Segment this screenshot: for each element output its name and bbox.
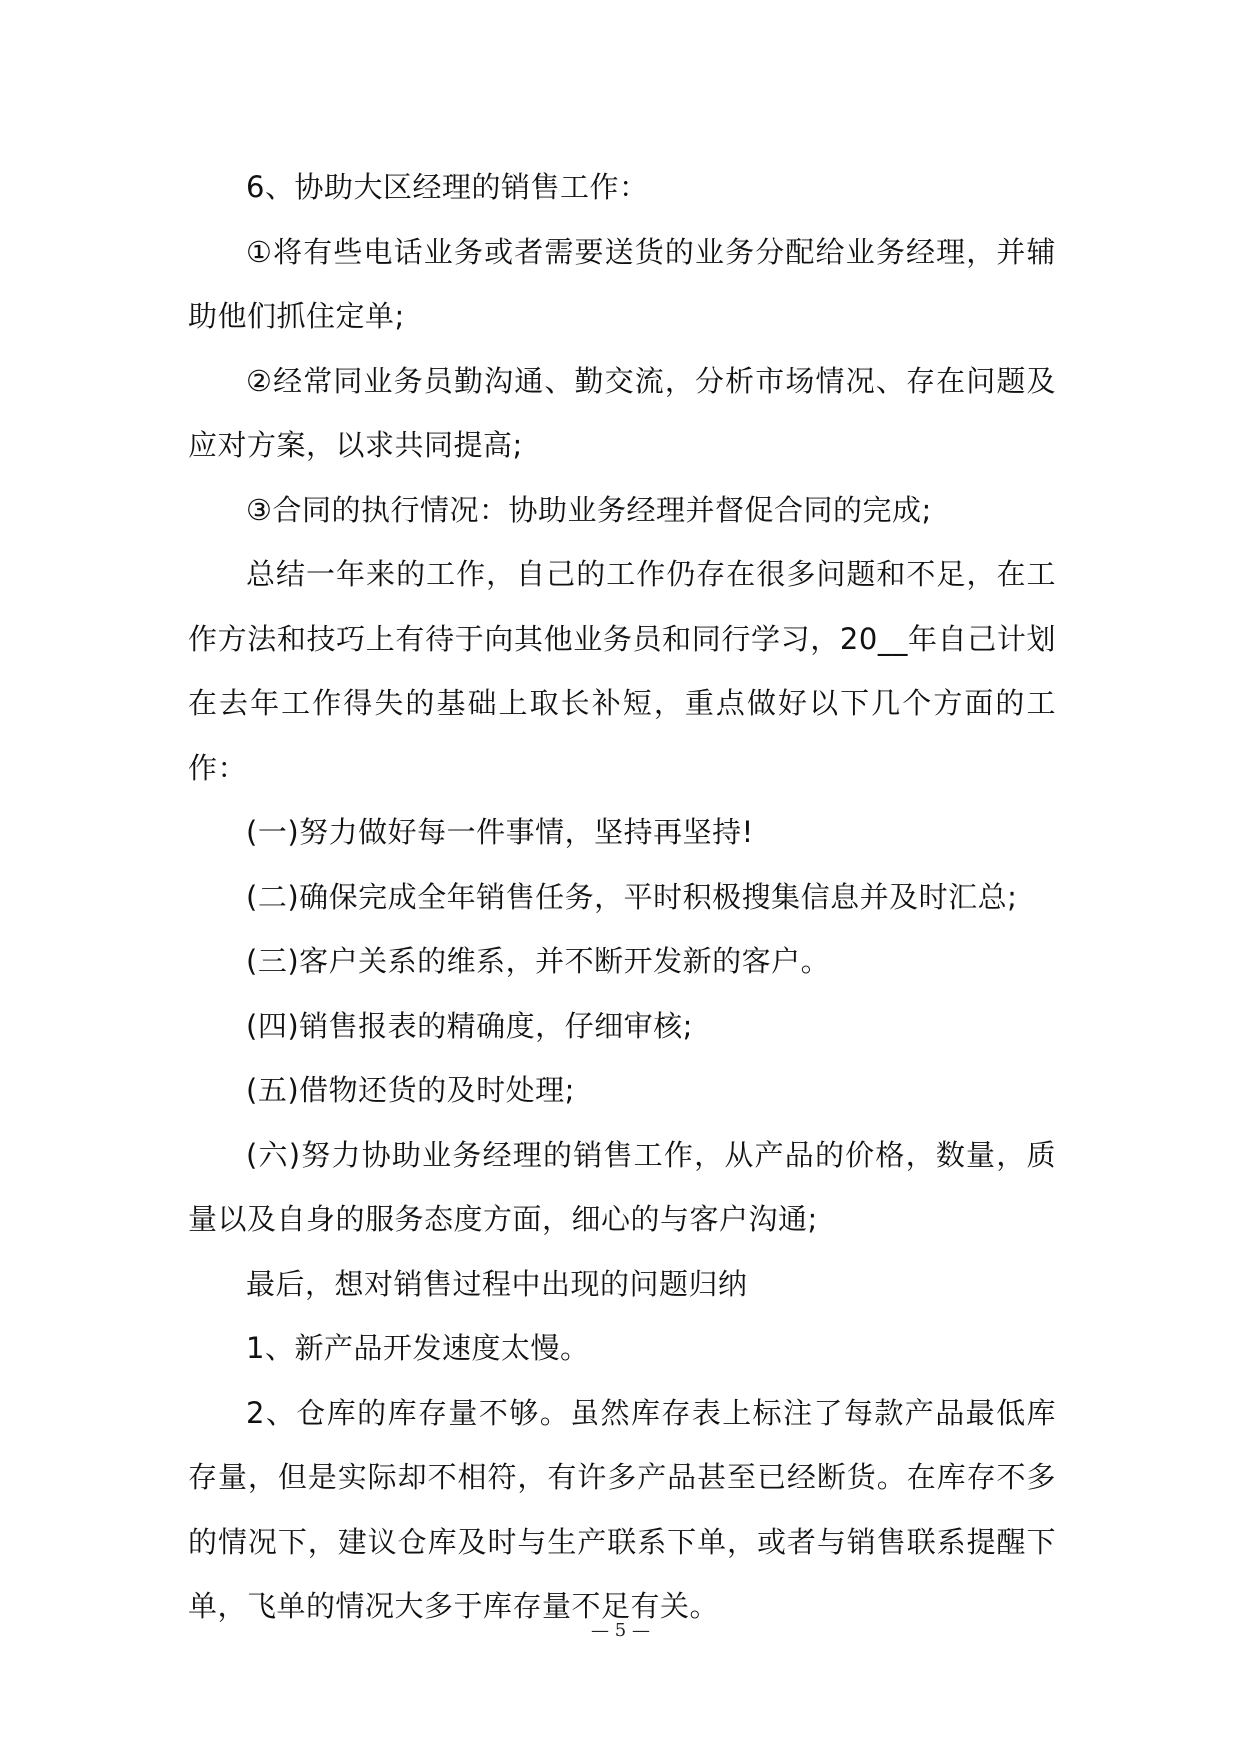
paragraph-issues-intro: 最后，想对销售过程中出现的问题归纳 xyxy=(246,1266,748,1301)
paragraph-item-2: ②经常同业务员勤沟通、勤交流，分析市场情况、存在问题及应对方案，以求共同提高; xyxy=(188,363,1056,462)
paragraph-summary: 总结一年来的工作，自己的工作仍存在很多问题和不足，在工作方法和技巧上有待于向其他业务员和同行学习，20__年自己计划在去年工作得失的基础上取长补短，重点做好以下几个方面的工作： xyxy=(188,557,1056,785)
document-body xyxy=(188,155,1056,1639)
paragraph-plan-4: (四)销售报表的精确度，仔细审核; xyxy=(246,1008,693,1043)
paragraph-plan-1: (一)努力做好每一件事情，坚持再坚持! xyxy=(246,815,754,849)
paragraph-item-1: ①将有些电话业务或者需要送货的业务分配给业务经理，并辅助他们抓住定单; xyxy=(188,234,1056,333)
paragraph-plan-3: (三)客户关系的维系，并不断开发新的客户。 xyxy=(246,944,831,978)
paragraph-plan-2: (二)确保完成全年销售任务，平时积极搜集信息并及时汇总; xyxy=(246,879,1018,914)
paragraph-plan-5: (五)借物还货的及时处理; xyxy=(246,1073,575,1107)
paragraph-plan-6: (六)努力协助业务经理的销售工作，从产品的价格，数量，质量以及自身的服务态度方面，细心的与客户沟通; xyxy=(188,1137,1056,1236)
paragraph-item-3: ③合同的执行情况：协助业务经理并督促合同的完成; xyxy=(246,492,932,527)
paragraph-issue-2: 2、仓库的库存量不够。虽然库存表上标注了每款产品最低库存量，但是实际却不相符，有许多产品甚至已经断货。在库存不多的情况下，建议仓库及时与生产联系下单，或者与销售联系提醒下单，飞单的情况大多于库存量不足有关。 xyxy=(188,1395,1056,1623)
paragraph-issue-1: 1、新产品开发速度太慢。 xyxy=(246,1331,590,1365)
paragraph-section-6-heading: 6、协助大区经理的销售工作： xyxy=(246,170,649,204)
page-number: — 5 — xyxy=(591,1620,650,1641)
